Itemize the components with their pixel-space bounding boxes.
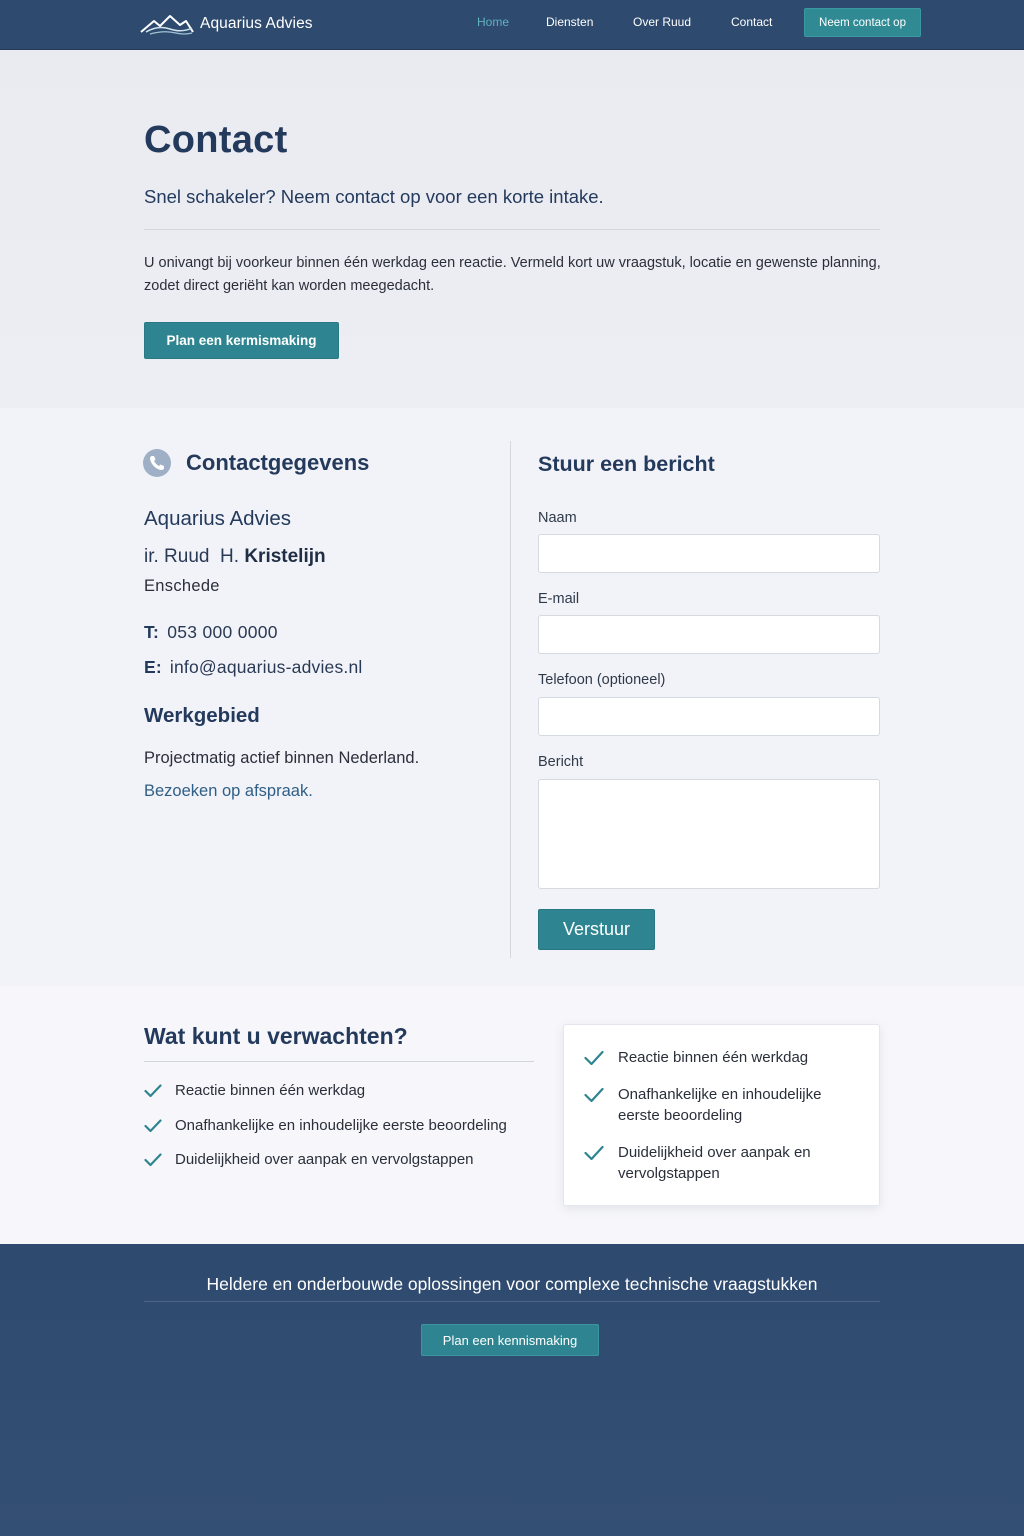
hero-subtitle: Snel schakeler? Neem contact op voor een korte intake. <box>144 186 604 207</box>
phone-input[interactable] <box>538 697 880 736</box>
expectations-title: Wat kunt u verwachten? <box>144 1023 408 1049</box>
name-input[interactable] <box>538 534 880 573</box>
mountain-wave-logo-icon <box>140 12 194 36</box>
hero-text: U onivangt bij voorkeur binnen één werkdag een reactie. Vermeld kort uw vraagstuk, locatie en gewenste planning, zodet direct geriëht kan worden meegedacht. <box>144 255 881 294</box>
phone-number[interactable]: 053 000 0000 <box>167 622 278 642</box>
card-list-item <box>584 1047 844 1068</box>
list-item <box>144 1117 507 1134</box>
list-item <box>144 1151 474 1168</box>
name-label: Naam <box>538 510 577 526</box>
footer-tagline: Heldere en onderbouwde oplossingen voor complexe technische vraagstukken <box>206 1274 818 1294</box>
work-area-title: Werkgebied <box>144 704 260 727</box>
contact-cta-button[interactable]: Neem contact op <box>804 8 921 37</box>
brand-name: Aquarius Advies <box>200 15 313 32</box>
contact-section <box>0 408 1024 986</box>
list-item <box>144 1082 365 1099</box>
nav-diensten[interactable]: Diensten <box>546 15 594 29</box>
checkmark-icon <box>584 1050 604 1066</box>
nav-home[interactable]: Home <box>477 15 510 29</box>
brand[interactable] <box>140 9 313 39</box>
checkmark-icon <box>144 1084 162 1098</box>
checkmark-icon <box>144 1119 162 1133</box>
list-item-text: Duidelijkheid over aanpak en vervolgstappen <box>175 1151 474 1168</box>
person-surname: Kristelijn <box>244 546 326 567</box>
card-list-item <box>584 1084 844 1126</box>
checkmark-icon <box>144 1153 162 1167</box>
person-prefix: ir. Ruud H. <box>144 546 240 567</box>
nav-contact[interactable]: Contact <box>731 15 773 29</box>
email-label: E: <box>144 657 162 677</box>
expectations-divider <box>144 1061 534 1062</box>
contact-details-title: Contactgegevens <box>186 450 370 475</box>
column-divider <box>510 441 511 958</box>
checkmark-icon <box>584 1145 604 1161</box>
email-input[interactable] <box>538 615 880 654</box>
city: Enschede <box>144 577 220 595</box>
phone-row <box>144 622 278 643</box>
footer-divider <box>144 1301 880 1302</box>
company-name: Aquarius Advies <box>144 507 292 530</box>
email-row <box>144 657 363 678</box>
expectations-card <box>563 1024 880 1206</box>
hero-divider <box>144 229 880 230</box>
phone-label-field: Telefoon (optioneel) <box>538 672 666 688</box>
card-item-text: Onafhankelijke en inhoudelijke eerste beoordeling <box>618 1086 822 1124</box>
plan-meeting-button[interactable]: Plan een kermismaking <box>144 322 339 359</box>
list-item-text: Reactie binnen één werkdag <box>175 1082 366 1099</box>
contact-person <box>144 546 326 568</box>
card-item-text: Duidelijkheid over aanpak en vervolgstappen <box>618 1144 811 1182</box>
phone-label: T: <box>144 622 160 642</box>
phone-icon <box>142 448 172 478</box>
card-item-text: Reactie binnen één werkdag <box>618 1049 809 1066</box>
hero-section <box>0 50 1024 408</box>
visit-by-appointment-link[interactable]: Bezoeken op afspraak. <box>144 782 313 800</box>
footer-plan-meeting-button[interactable]: Plan een kennismaking <box>421 1324 599 1356</box>
expectations-section <box>0 986 1024 1244</box>
message-label: Bericht <box>538 754 584 770</box>
submit-button[interactable]: Verstuur <box>538 909 655 950</box>
top-navigation-bar <box>0 0 1024 50</box>
card-list-item <box>584 1142 844 1184</box>
email-label-field: E-mail <box>538 591 580 607</box>
form-title: Stuur een bericht <box>538 452 715 476</box>
email-address[interactable]: info@aquarius-advies.nl <box>169 657 363 677</box>
footer <box>0 1244 1024 1536</box>
nav-over-ruud[interactable]: Over Ruud <box>633 15 692 29</box>
message-textarea[interactable] <box>538 779 880 889</box>
list-item-text: Onafhankelijke en inhoudelijke eerste beoordeling <box>175 1117 507 1134</box>
checkmark-icon <box>584 1087 604 1103</box>
page-title: Contact <box>144 119 288 161</box>
work-area-text: Projectmatig actief binnen Nederland. <box>144 749 420 767</box>
